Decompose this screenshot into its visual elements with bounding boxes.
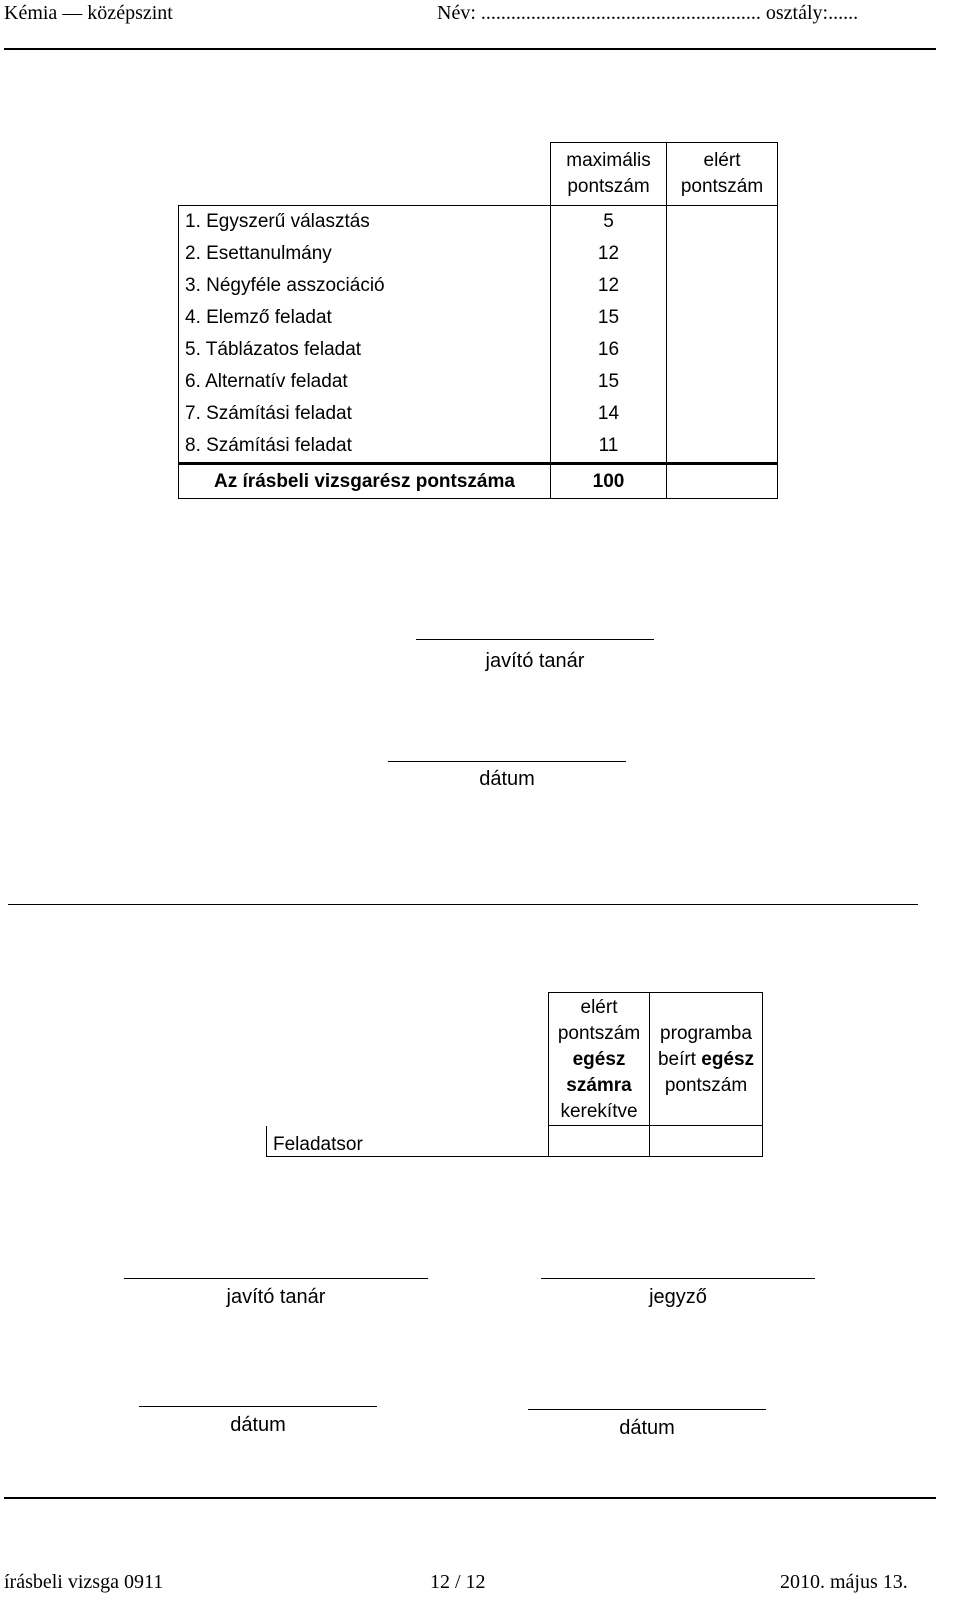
score-input[interactable] bbox=[667, 270, 778, 302]
registrar-label: jegyző bbox=[649, 1286, 707, 1308]
section-divider bbox=[8, 904, 918, 905]
footer-exam: írásbeli vizsga 0911 bbox=[4, 1571, 164, 1593]
score-input[interactable] bbox=[667, 238, 778, 270]
date-label: dátum bbox=[479, 768, 535, 790]
table-row: 8. Számítási feladat 11 bbox=[179, 430, 778, 464]
teacher-signature-line[interactable] bbox=[416, 639, 654, 640]
teacher-label: javító tanár bbox=[485, 650, 585, 672]
rounded-score-input[interactable] bbox=[549, 1126, 650, 1157]
total-score-input[interactable] bbox=[667, 464, 778, 499]
table-row: 2. Esettanulmány 12 bbox=[179, 238, 778, 270]
table-row: 3. Négyféle asszociáció 12 bbox=[179, 270, 778, 302]
col-header-entered: programba beírt egész pontszám bbox=[650, 993, 763, 1126]
score-input[interactable] bbox=[667, 430, 778, 464]
registrar-signature-line[interactable] bbox=[541, 1278, 815, 1279]
footer-page: 12 / 12 bbox=[430, 1571, 486, 1593]
teacher-signature-line[interactable] bbox=[124, 1278, 428, 1279]
total-row: Az írásbeli vizsgarész pontszáma 100 bbox=[179, 464, 778, 499]
score-input[interactable] bbox=[667, 398, 778, 430]
score-input[interactable] bbox=[667, 206, 778, 239]
header-subject: Kémia — középszint bbox=[4, 2, 173, 24]
col-header-rounded: elért pontszám egész számra kerekítve bbox=[549, 993, 650, 1126]
header-rule bbox=[4, 48, 936, 50]
header-name-field: Név: ........................................................ osztály:...... bbox=[437, 2, 859, 24]
col-header-got: elért pontszám bbox=[667, 143, 778, 206]
table-row: 5. Táblázatos feladat 16 bbox=[179, 334, 778, 366]
date-right-signature-line[interactable] bbox=[528, 1409, 766, 1410]
table-row: 6. Alternatív feladat 15 bbox=[179, 366, 778, 398]
table-row: 4. Elemző feladat 15 bbox=[179, 302, 778, 334]
date-left-signature-line[interactable] bbox=[139, 1406, 377, 1407]
footer-date: 2010. május 13. bbox=[780, 1571, 908, 1593]
entered-score-input[interactable] bbox=[650, 1126, 763, 1157]
score-table bbox=[178, 142, 778, 499]
date-left-label: dátum bbox=[230, 1414, 286, 1436]
teacher-label-bottom: javító tanár bbox=[226, 1286, 326, 1308]
footer-rule bbox=[4, 1497, 936, 1499]
score-input[interactable] bbox=[667, 334, 778, 366]
score-input[interactable] bbox=[667, 366, 778, 398]
date-signature-line[interactable] bbox=[388, 761, 626, 762]
col-header-max: maximális pontszám bbox=[551, 143, 667, 206]
date-right-label: dátum bbox=[619, 1417, 675, 1439]
table-row: 1. Egyszerű választás 5 bbox=[179, 206, 778, 239]
round-table bbox=[266, 992, 763, 1157]
table-row: 7. Számítási feladat 14 bbox=[179, 398, 778, 430]
score-input[interactable] bbox=[667, 302, 778, 334]
row-label-feladatsor: Feladatsor bbox=[267, 1126, 549, 1157]
